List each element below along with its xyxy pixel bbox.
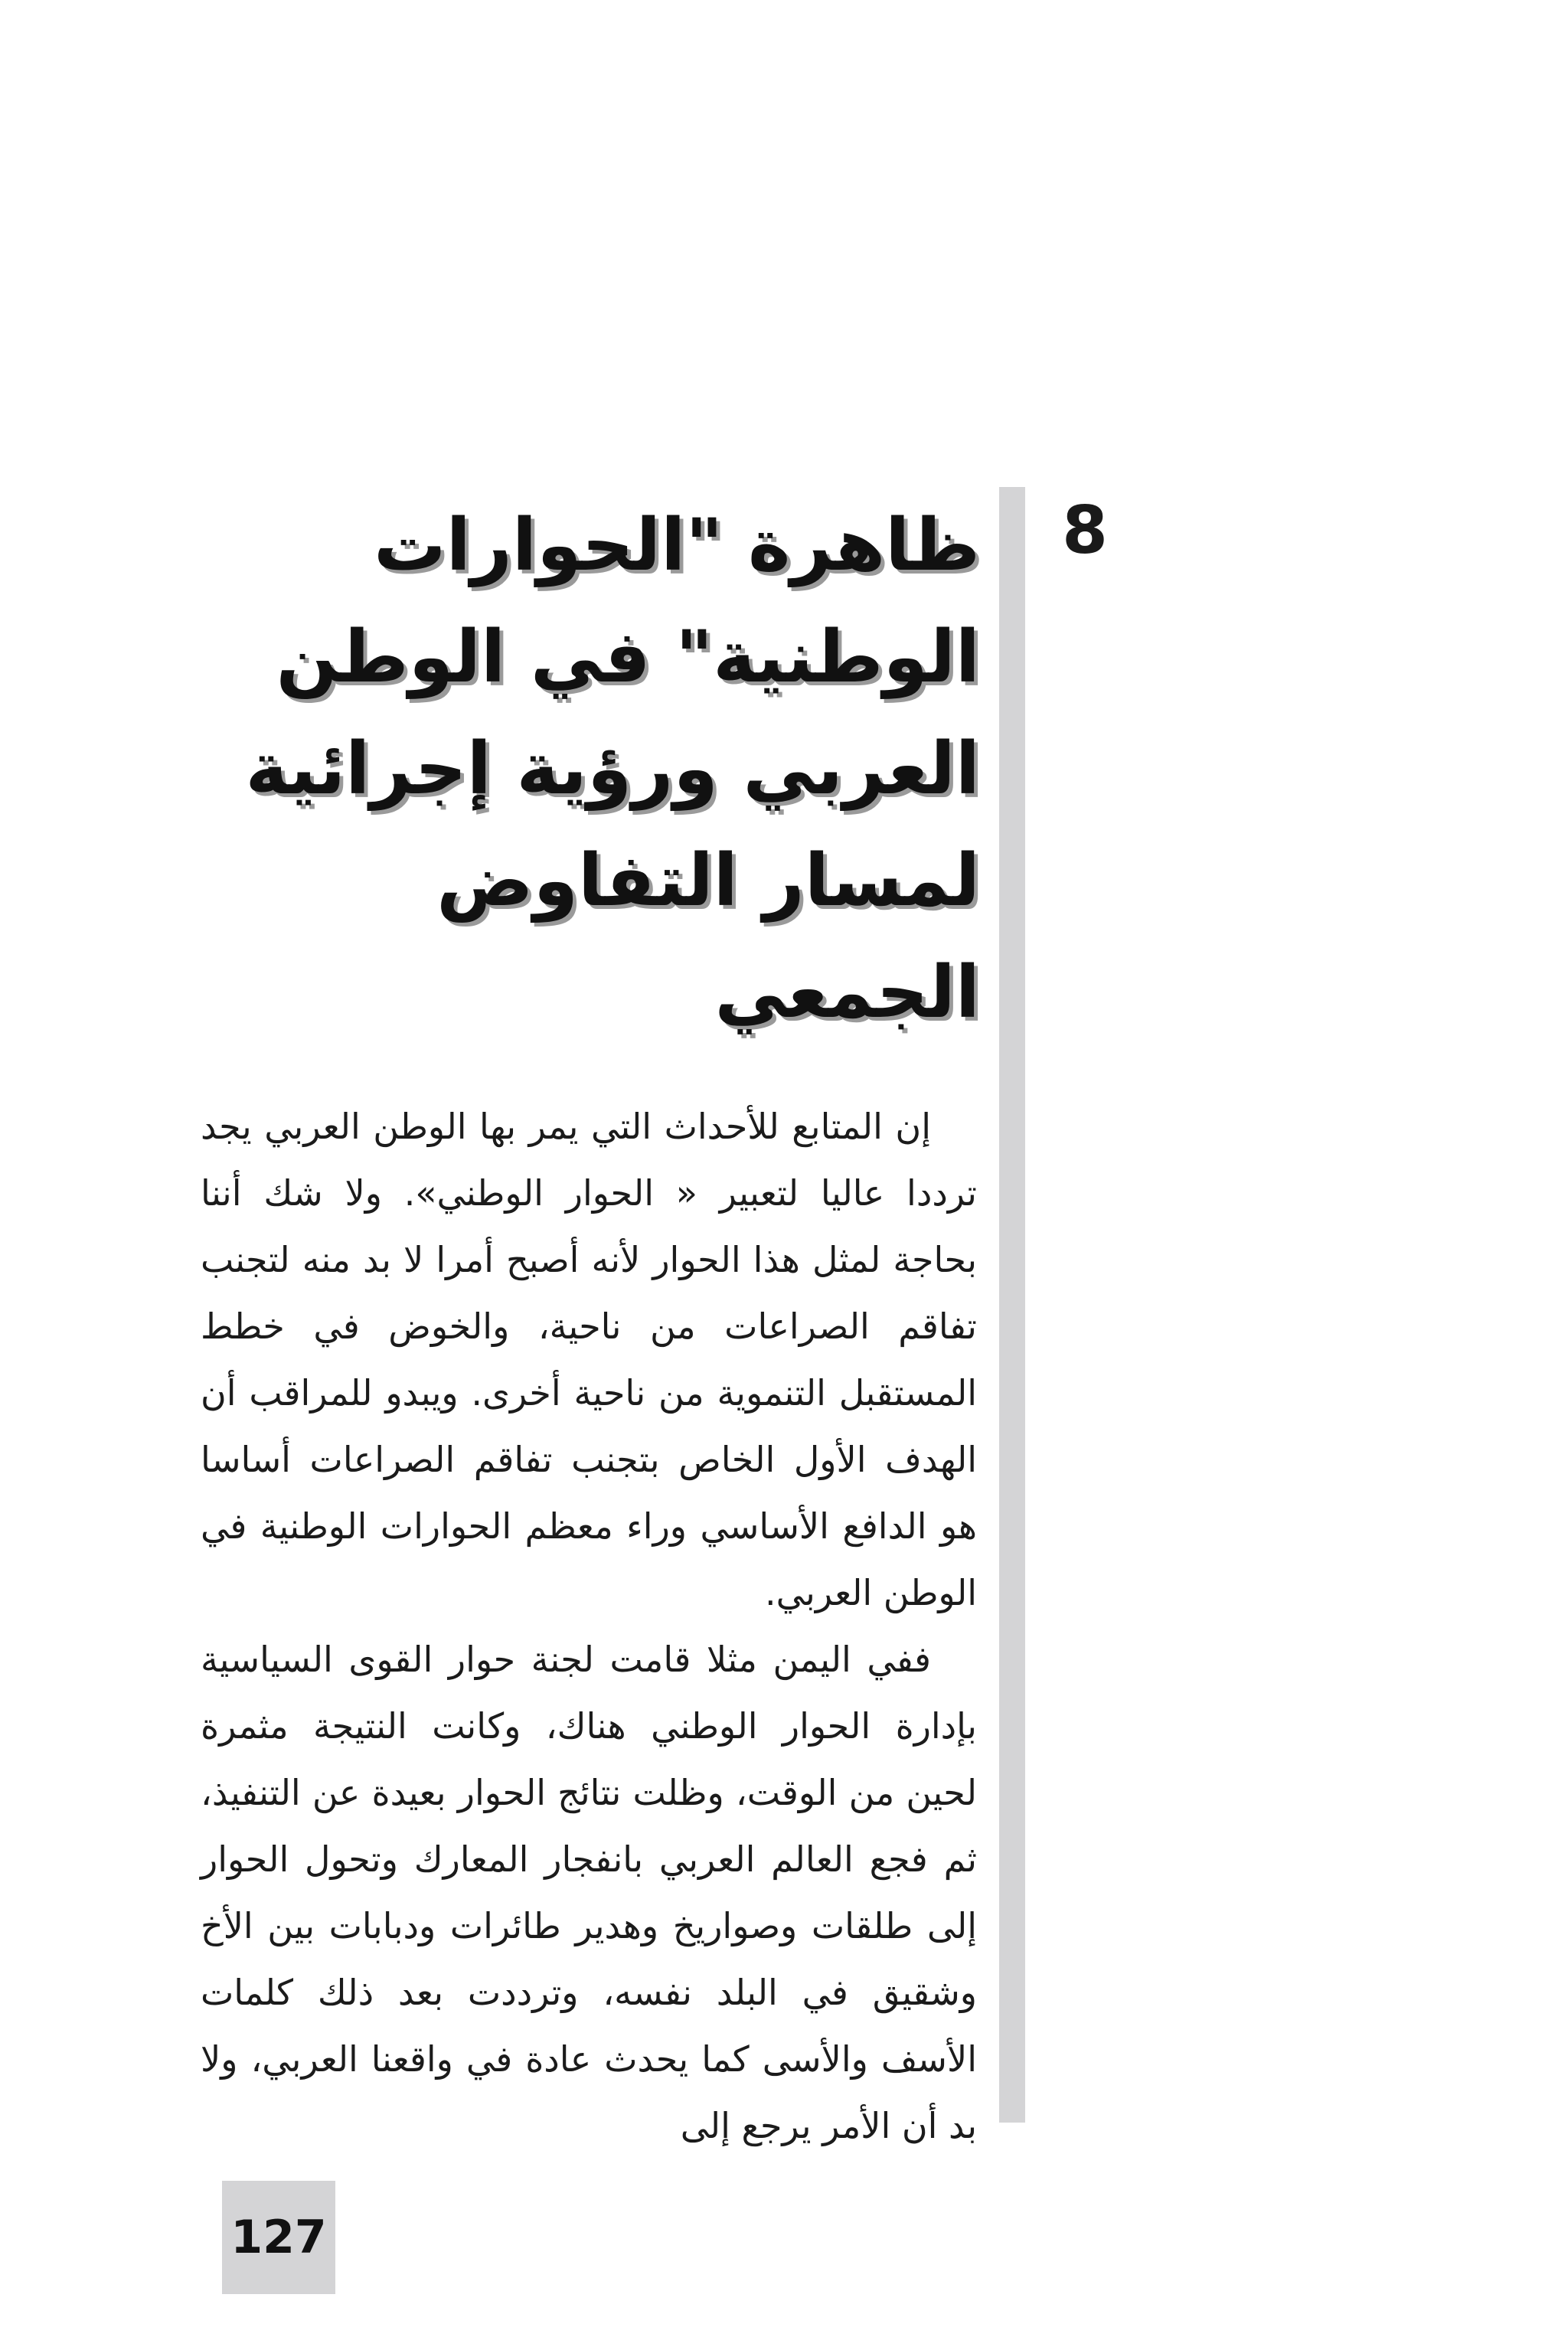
chapter-number: 8 xyxy=(1062,492,1108,569)
paragraph-2: ففي اليمن مثلا قامت لجنة حوار القوى السياسية بإدارة الحوار الوطني هناك، وكانت النتيجة مثمرة لحين من الوقت، وظلت نتائج الحوار بعيدة عن التنفيذ، ثم فجع العالم العربي بانفجار المعارك وتحول الحوار إلى طلقات وصواريخ وهدير طائرات ودبابات بين الأخ وشقيق في البلد نفسه، وترددت بعد ذلك كلمات الأسف والأسى كما يحدث عادة في واقعنا العربي، ولا بد أن الأمر يرجع إلى xyxy=(201,1639,977,2146)
page-number: 127 xyxy=(230,2211,327,2264)
chapter-title: ظاهرة "الحوارات الوطنية" في الوطن العربي ورؤية إجرائية لمسار التفاوض الجمعي xyxy=(245,504,980,1034)
page-number-box xyxy=(222,2181,335,2294)
body-text xyxy=(201,1093,977,2159)
paragraph-1: إن المتابع للأحداث التي يمر بها الوطن العربي يجد ترددا عاليا لتعبير « الحوار الوطني». ولا شك أننا بحاجة لمثل هذا الحوار لأنه أصبح أمرا لا بد منه لتجنب تفاقم الصراعات من ناحية، والخوض في خطط المستقبل التنموية من ناحية أخرى. ويبدو للمراقب أن الهدف الأول الخاص بتجنب تفاقم الصراعات أساسا هو الدافع الأساسي وراء معظم الحوارات الوطنية في الوطن العربي. xyxy=(201,1106,977,1613)
chapter-side-bar xyxy=(999,487,1025,2123)
